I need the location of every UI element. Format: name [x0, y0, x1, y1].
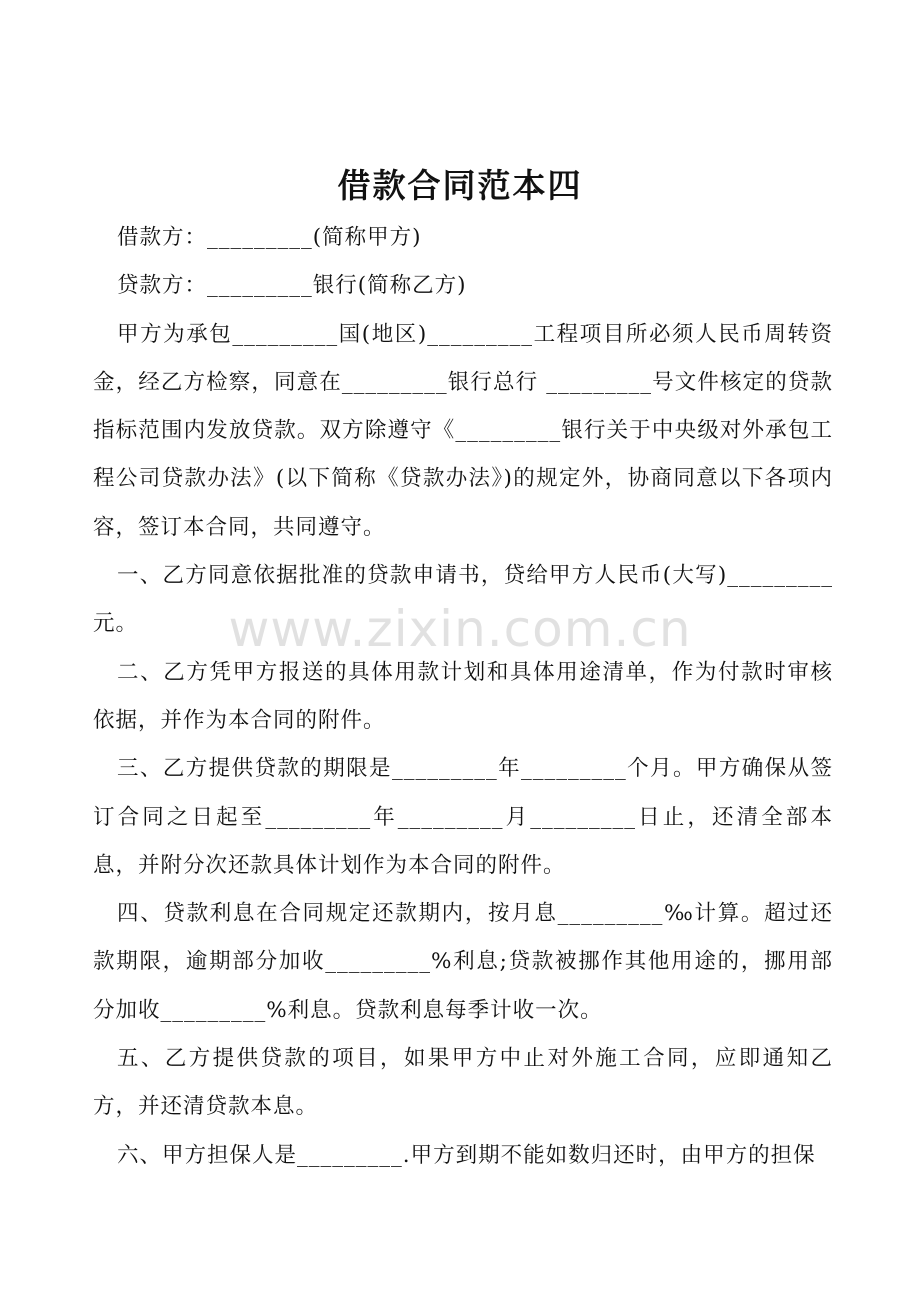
document-body [93, 214, 833, 1180]
clause-4: 四、贷款利息在合同规定还款期内，按月息_________‰计算。超过还款期限，逾期部分加收_________%利息;贷款被挪作其他用途的，挪用部分加收_________%利息。贷款利息每季计收一次。 [93, 901, 833, 1023]
paragraph-borrower: 借款方：_________(简称甲方) [117, 225, 422, 250]
clause-1: 一、乙方同意依据批准的贷款申请书，贷给甲方人民币(大写)_________元。 [93, 563, 833, 637]
clause-3: 三、乙方提供贷款的期限是_________年_________个月。甲方确保从签订合同之日起至_________年_________月_________日止，还清全部本息，并附分次还款具体计划作为本合同的附件。 [93, 756, 833, 878]
paragraph-preamble: 甲方为承包_________国(地区)_________工程项目所必须人民币周转资金，经乙方检察，同意在_________银行总行 _________号文件核定的贷款指标范围内发放贷款。双方除遵守《_________银行关于中央级对外承包工程公司贷款办法》(以下简称《贷款办法》)的规定外，协商同意以下各项内容，签订本合同，共同遵守。 [93, 321, 833, 540]
clause-6: 六、甲方担保人是_________.甲方到期不能如数归还时，由甲方的担保 [117, 1142, 816, 1168]
watermark: www.zixin.com.cn [228, 600, 692, 658]
paragraph-lender: 贷款方：_________银行(简称乙方) [117, 273, 467, 299]
clause-2: 二、乙方凭甲方报送的具体用款计划和具体用途清单，作为付款时审核依据，并作为本合同的附件。 [93, 659, 833, 733]
clause-5: 五、乙方提供贷款的项目，如果甲方中止对外施工合同，应即通知乙方，并还清贷款本息。 [93, 1046, 833, 1120]
document-title: 借款合同范本四 [337, 166, 583, 205]
